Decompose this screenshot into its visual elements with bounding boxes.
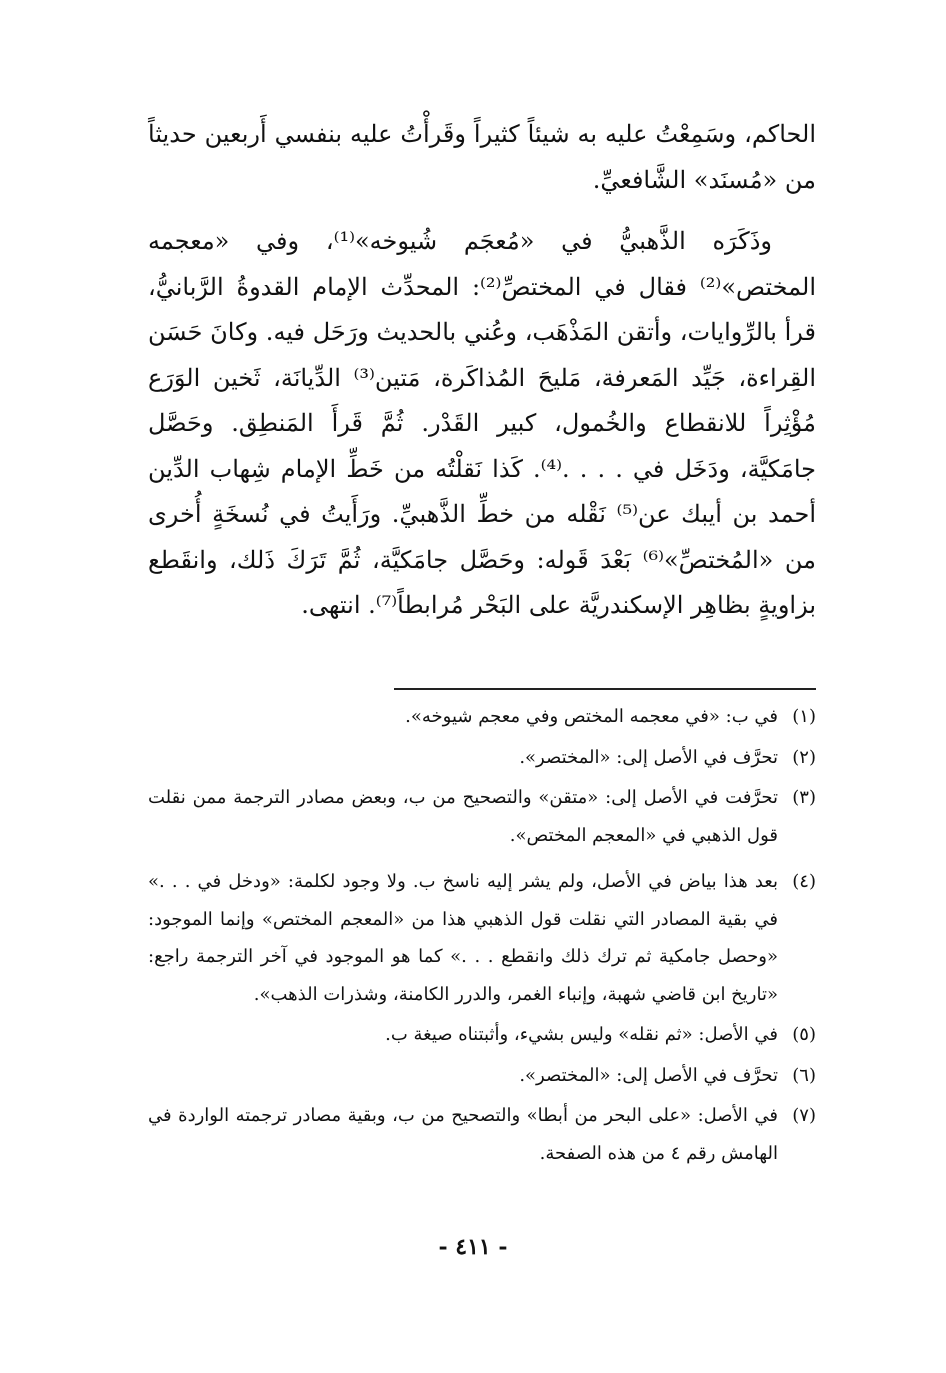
footnote	[148, 698, 816, 736]
footnote-text: في الأصل: «ثم نقله» وليس بشيء، وأثبتناه صيغة ب.	[385, 1024, 778, 1045]
footnote-text: بعد هذا بياض في الأصل، ولم يشر إليه ناسخ ب. ولا وجود لكلمة: «ودخل في . . .» في بقية المصادر التي نقلت قول الذهبي هذا من «المعجم المختص» وإنما الموجود: «وحصل جامكية ثم ترك ذلك وانقطع . . .» كما هو الموجود في آخر الترجمة راجع: «تاريخ ابن قاضي شهبة، وإنباء الغمر، والدرر الكامنة، وشذرات الذهب».	[148, 871, 778, 1005]
footnote-number: (٥)	[792, 1024, 816, 1045]
footnote-number: (٤)	[792, 871, 816, 892]
main-text	[148, 112, 816, 629]
footnote-text: في الأصل: «على البحر من أبطا» والتصحيح من ب، وبقية مصادر ترجمته الواردة في الهامش رقم ٤ من هذه الصفحة.	[148, 1105, 778, 1164]
footnote	[148, 739, 816, 777]
footnote-separator	[394, 688, 816, 690]
footnote	[148, 779, 816, 854]
footnote-number: (١)	[792, 706, 816, 727]
paragraph: الحاكم، وسَمِعْتُ عليه به شيئاً كثيراً وقَرأْتُ عليه بنفسي أَربعين حديثاً من «مُسنَد» الشَّافعيِّ.	[148, 120, 816, 194]
footnote	[148, 863, 816, 1013]
footnote	[148, 1057, 816, 1095]
footnote-number: (٢)	[792, 746, 816, 768]
footnote-text: تحرَّفت في الأصل إلى: «متقن» والتصحيح من ب، وبعض مصادر الترجمة ممن نقلت قول الذهبي في «المعجم المختص».	[148, 787, 778, 846]
footnote-number: (٦)	[792, 1064, 816, 1086]
footnote-text: تحرَّف في الأصل إلى: «المختصر».	[519, 746, 778, 768]
footnote-number: (٣)	[792, 787, 816, 808]
footnote-text: في ب: «في معجمه المختص وفي معجم شيوخه».	[405, 706, 778, 727]
footnote-text: تحرَّف في الأصل إلى: «المختصر».	[519, 1064, 778, 1086]
footnote-number: (٧)	[792, 1105, 816, 1126]
paragraph: وذَكَرَه الذَّهبيُّ في «مُعجَم شُيوخه»⁽¹⁾، وفي «معجمه المختص»⁽²⁾ فقال في المختصِّ⁽²⁾: المحدِّث الإمام القدوةُ الرَّبانيُّ، قرأ بالرِّوايات، وأتقن المَذْهَب، وعُني بالحديث ورَحَل فيه. وكانَ حَسَن القِراءة، جَيِّد المَعرفة، مَليحَ المُذاكَرة، مَتين⁽³⁾ الدِّيانَة، ثَخين الوَرَع مُؤْثِراً للانقطاع والخُمول، كبير القَدْر. ثُمَّ قَرأَ المَنطِق. وحَصَّل جامَكيَّة، ودَخَل في . . . .⁽⁴⁾. كَذا نَقلْتُه من خَطِّ الإمام شِهاب الدِّين أحمد بن أيبك عن⁽⁵⁾ نَقْله من خطِّ الذَّهبيِّ. ورَأَيتُ في نُسخَةٍ أُخرى من «المُختصِّ»⁽⁶⁾ بَعْدَ قَوله: وحَصَّل جامَكيَّة، ثُمَّ تَرَكَ ذَلك، وانقَطع بزاويةٍ بظاهِر الإسكندريَّة على البَحْر مُرابطاً⁽⁷⁾. انتهى.	[148, 227, 816, 619]
footnotes	[148, 698, 816, 1175]
footnote	[148, 1097, 816, 1172]
page-number: - ٤١١ -	[438, 1234, 508, 1260]
footnote	[148, 1016, 816, 1054]
